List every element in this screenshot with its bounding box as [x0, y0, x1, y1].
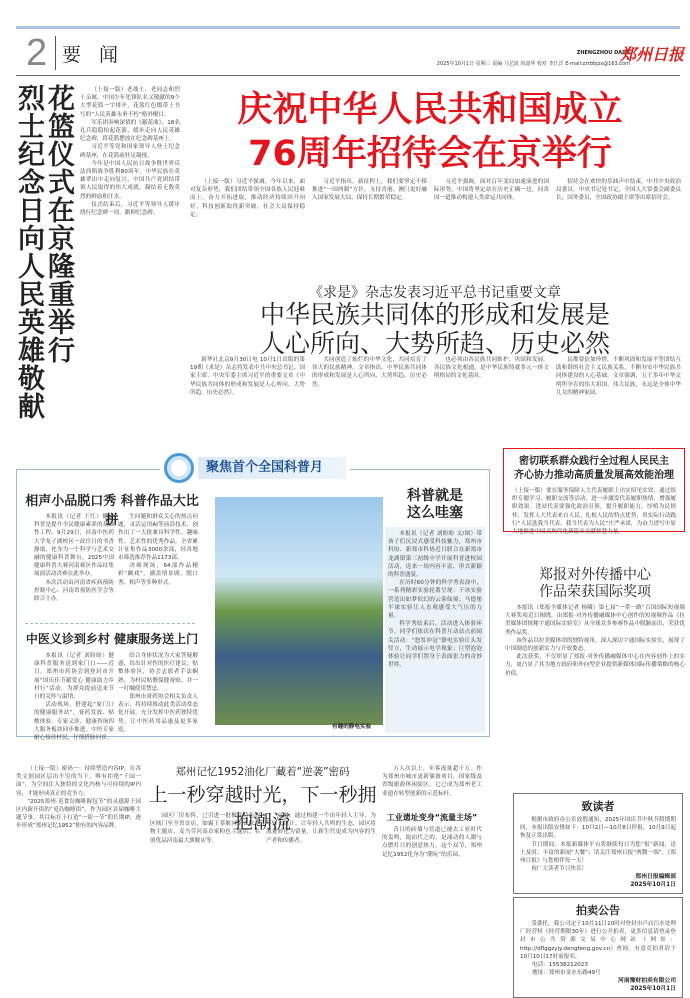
- auction-address: 地址：郑州市金水东路49号: [532, 970, 601, 977]
- left-story-title-1: 花篮仪式在京隆重举行: [43, 84, 74, 364]
- boxed-story-headline: 密切联系群众践行全过程人民民主 齐心协力推动高质量发展高效能治理: [514, 456, 674, 481]
- notice-date: 2025年10月1日: [630, 882, 676, 889]
- science-story2-body: 本报讯（记者 刘盼盼）健康科普服务送到家门口——近日，郑州市药协会到登封市开展“国庆佳节献爱心 健康助力乡村行”活动，为群众提前送来节日的关怀与温情。 活动现场，搭建起“家门口的健康服务站”，膏药发放、贴敷体验、专家义诊、健康咨询四大服务板块同步推进。中医专家耐心接待村民，仔细搭脉问诊。: [34, 653, 114, 742]
- divider: [25, 623, 195, 624]
- industry-body-col: 昔日的砖墙与管道已褪去工业时代的轰鸣，取而代之的，是涌动的人潮与点燃灯日的创意热力。这个双节，郑州记忆1952化身为“潮玩”的乐园。: [382, 827, 482, 858]
- lead-body-col: （上接一版）习近平强调，今年以来，面对复杂形势，我们团结带领全国各族人民迎难而上，奋力开拓进取，推动经济持续回升向好，科技创新取得新突破，社会大局保持稳定。: [190, 179, 305, 218]
- issue-meta: 2025年10月1日 星期三 责编 马艺波 尚韶华 校对 李江洋 E-mail:zzrbbjzx@163.com: [436, 61, 630, 67]
- lead-body-col: 习近平指出，新征程上，我们要坚定不移推进“一国两制”方针，支持香港、澳门更好融入国家发展大局，保持长期繁荣稳定。: [312, 179, 427, 202]
- notice-to-readers: [513, 793, 683, 894]
- top-rule: [16, 26, 680, 29]
- notice-body: 根据市政府办公室放假通知，2025年国庆节中秋节假期期间，本报出版安排如下：10月2日—10月8日停报，10月9日起恢复正常出版。 节日期间，本报新媒体平台将继续每日为您“报”新闻，送上及时、丰富的新闻“大餐”；请关注郑州日报“两微一端”，《郑州日报》与您相伴每一天！ 祝广大读者节日快乐！: [520, 817, 676, 873]
- auction-date: 2025年10月1日: [630, 986, 676, 993]
- qiushi-body-col: 共同创造了灿烂的中华文化，共同培育了伟大的民族精神。文章指出，中华民族共同体的形成和发展是人心所向、大势所趋、历史必然。: [312, 357, 427, 388]
- notice-greeting: 祝广大读者节日快乐！: [531, 866, 588, 873]
- industry-left-body: （上接一版）密码一：持续塑造内容IP。在各类文创园区层出不穷的当下，唯有拒绝“千园一面”，为空间注入独特的文化内核与可持续的IP内容，才能形成真正的竞争力。 “2025郑州·觅食岛咖啡握包节”的灵感源于园区内新开街的“觅岛咖啡街”，作为园区首届咖啡主题节事，其目标在于打造“一街一节”的长期IP，逐步形成“郑州记忆1952”独有的内容品牌。: [16, 766, 141, 830]
- industry-body-col: 交融。通过构建一个由年轻人主导、为年轻人设计、让年轻人共鸣的生态，园区将流量转化为留量，让新生代更成为内容的生产者和传播者。: [266, 813, 376, 844]
- science-logo-icon: [164, 453, 194, 483]
- qiushi-headline: 中华民族共同体的形成和发展是 人心所向、大势所趋、历史必然: [259, 300, 610, 358]
- qiushi-subtitle: 《求是》杂志发表习近平总书记重要文章: [309, 285, 561, 301]
- science-banner: [160, 451, 350, 485]
- lead-headline: 庆祝中华人民共和国成立 76周年招待会在京举行: [237, 90, 623, 174]
- industry-kicker: 郑州记忆1952油化厂藏着“逆袭”密码: [175, 766, 350, 778]
- photo-caption: 有趣的静电实验: [332, 724, 372, 730]
- auction-title: 拍卖公告: [576, 904, 620, 917]
- qiushi-body-col: 民都要倍加珍惜，不断巩固和发展平等团结互助和谐的社会主义民族关系，不断夯实中华民族共同体建设的人心基础。文章强调，五千多年中华文明所孕育的伟大祖国、伟大民族，永远是全体中华儿女的精神家园。: [556, 357, 681, 396]
- science-story2-headline: 中医义诊到乡村 健康服务送上门: [25, 632, 199, 646]
- science-story1-headline: 相声小品脱口秀 科普作品大比拼: [25, 494, 199, 528]
- header-rule: [16, 75, 680, 76]
- left-story-body: （上接一版）老战士、老同志和烈士亲属，中国少年先锋队名义敬献的9个大型花篮一字排开，花篮红色缎带上书写的“人民英雄永垂不朽”格外醒目。 军乐团奏响深情的《献花曲》，18名礼兵稳稳抬起花篮，缓步走向人民英雄纪念碑，将花篮摆放在纪念碑基座上。 习近平等党和国家领导人登上纪念碑基座，在花篮前驻足凝视。 今年是中国人民抗日战争暨世界反法西斯战争胜利80周年。中华民族在英雄辈出中走向复兴，中国共产党团结带领人民取得的伟大成就，凝结着无数英烈的鲜血和汗水。 仪式结束后，习近平等领导人缓步绕行纪念碑一周，瞻仰纪念碑。: [80, 87, 180, 217]
- science-story3-headline: 科普就是 这么哇塞: [407, 488, 463, 521]
- section-title: 要 闻: [62, 44, 125, 66]
- divider: [55, 36, 56, 70]
- science-banner-title: 聚焦首个全国科普月: [198, 457, 346, 479]
- notice-signature: 郑州日报编辑部: [635, 874, 676, 881]
- award-headline: 郑报对外传播中心 作品荣获国际奖项: [539, 567, 651, 600]
- lead-body-col: 习近平强调，面对百年变局加速演进的国际形势，中国将坚定站在历史正确一边，同各国一道推动构建人类命运共同体。: [434, 179, 549, 202]
- industry-headline: 上一秒穿越时光，下一秒拥抱潮流: [148, 784, 377, 833]
- industry-body-col: 园区厂房布阵，已引进一批极具特色的区域门至全省首店，如霸王茶姬河南首家宽物主题店、麦当劳河南首家粉色主题店、名创优品河南最大旗舰店等。: [150, 813, 260, 844]
- lead-body-col: 招待会在欢快的乐曲声中结束。中共中央政治局委员、中央书记处书记，全国人大常委会副委员长，国务委员，全国政协副主席等出席招待会。: [556, 179, 681, 202]
- science-story1-body: 本报讯（记者 王红）健康科普是提升全民健康素养的基础性工程。9月29日，河南中医药大学龙子湖校区一改往日的书香静谧，化身为一个科学与艺术交融的健康科普舞台，2025中国健康科普大赛河南赛区作品征集展演活动决赛在此举办。 本次活动由河南省疾病预防控制中心、河南省预防医学会等联合主办。: [34, 514, 114, 603]
- auction-phone: 电话：15538212023: [532, 962, 588, 969]
- science-story3-body: 本报讯（记者 刘盼盼 文/图）带孩子们沉浸式感受科技魅力，郑州市科协、新郑市科协近日联合在新郑市龙湖镇第三初级中学开展科普进校园活动，送来一场内容丰富、形式新颖的科普盛宴。 在历时60分钟的科学秀表演中，一系列精彩实验轮番呈现：干冰实验营造出如梦似幻的云雾仙境；马德堡半球实验让人直观感受大气压的力量。 科学秀结束后，活动进入体验环节。同学们依次在科普互动站点前闻关活动：“怒发冲冠”静电实验让头发竖立，生动展示电学现象；巨型泡泡体验让同学们置身于表面张力的奇妙世界。: [385, 527, 485, 733]
- science-story1-body: 生问题和群众关心的热点问题，灵活运用AI等前沿技术，创作出了一大批兼具科学性、趣味性、艺术性的优秀作品。全省累计征集作品3000余部，经各地市筛选推荐作品1173部。 决赛现场，64部作品精彩“飙戏”，涵盖情景剧、脱口秀、相声等多种形式。: [118, 514, 198, 586]
- qiushi-body-col: 新华社北京9月30日电 10月1日出版的第19期《求是》杂志将发表中共中央总书记、国家主席、中央军委主席习近平的重要文章《中华民族共同体的形成和发展是人心所向、大势所趋、历史必然》。: [190, 357, 305, 396]
- english-name: ZHENGZHOU DAILY: [576, 50, 630, 56]
- page-number: 2: [26, 32, 48, 74]
- science-story2-body: 结合身体状况为大家答疑解惑，给出针对性的医疗建议；贴敷体验区，协会志愿者手法娴熟，为村民贴敷保健膏贴，并一一叮嘱使用禁忌。 郑州市膏药协会相关负责人表示，将持续推动此类活动常态化开展，充分发挥中医药独特优势，让中医药用品惠及更多家庭。: [118, 653, 198, 733]
- auction-signature: 河南豫财拍卖有限公司: [618, 978, 676, 985]
- science-photo: [215, 497, 383, 725]
- auction-notice: 拍卖公告 受委托，我公司定于10月11日10时对登封市卢店污水处理厂经营权（经营期限30年）进行公开拍卖，更多信息请登录登封市公共资源交易中心网站（网址：http://dflggzyjy.dengfeng.gov.cn）查询。有意竞拍者请于10月10日17时前报名。 电话：15538212023 地址：郑州市金水东路49号 河南豫财拍卖有限公司 2025年10月1日: [513, 897, 683, 998]
- qiushi-body-col: 也必须由各民族共同维护、巩固和发展。各民族文化相通，是中华民族铸就多元一体文明格局的文化基因。: [434, 357, 549, 380]
- industry-subhead: 工业遗址变身“流量主场”: [386, 813, 478, 822]
- boxed-story: [503, 448, 685, 536]
- award-body: 本报讯（郑报全媒体记者 杨曦）第七届“一带一路”百国国际短视频大赛奖项近日揭晓，由郑报·对外传播融媒体中心创作的短视频作品《拉美媒体团探秘宇通国际实验室》从全球众多参赛作品中脱颖而出，荣获优秀作品奖。 该作品以拉美媒体团的独特视角，深入探访宇通国际实验室，展现了中国制造的创新实力与开放姿态。 此次获奖，不仅彰显了郑报·对外传播融媒体中心在内容创作上的实力，更凸显了其为地方政府和外向型企业提供新媒体国际传播策略的核心价值。: [505, 605, 685, 677]
- notice-title: 致读者: [581, 800, 615, 813]
- left-story-title-2: 烈士纪念日向人民英雄敬献: [13, 84, 44, 420]
- newspaper-logo: 郑州日报: [620, 45, 685, 64]
- boxed-story-body: （上接一版）要在服务保障人大代表履职上出实招见实效，通过组织专题学习、履职交流等活动，进一步激发代表履职热情，增强履职效果。进站代表要强化政治引领，提升履职能力，厚植为民情怀，发挥人大代表来自人民、扎根人民的特点优势，用实际行动践行“人民选我当代表，我当代表为人民”庄严承诺，为奋力谱写中原大地推进中国式现代化新篇章贡献智慧力量。: [512, 488, 676, 536]
- industry-body-col: 万人次以上，年客流量超千万。作为郑州市城市更新储备项目，国家级及省级旅游休闲街区，它已成为郑州老工业遗存转型创新的示范标杆。: [382, 766, 482, 797]
